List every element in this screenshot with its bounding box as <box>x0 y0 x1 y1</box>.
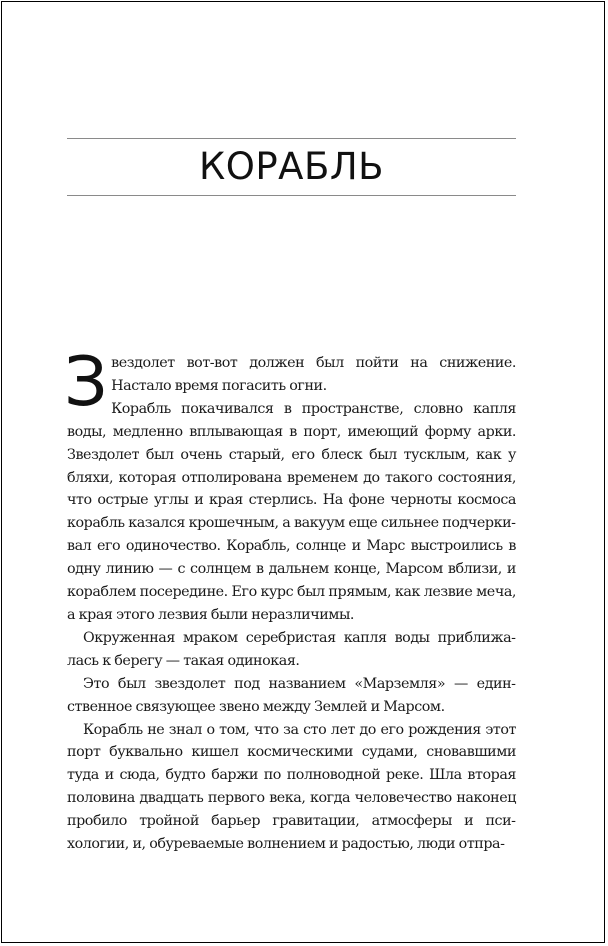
paragraph-4: Это был звездолет под названием «Марземля» — единственное связующее звено между Землей и Марсом. <box>67 675 516 715</box>
paragraph-1 <box>64 343 516 422</box>
book-page <box>1 1 605 943</box>
paragraph-3: Окруженная мраком серебристая капля воды приближалась к берегу — такая одинокая. <box>67 629 516 669</box>
drop-cap: З <box>64 343 108 422</box>
paragraph-2: Корабль покачивался в пространстве, словно капля воды, медленно вплывающая в порт, имеющий форму арки. Звездолет был очень старый, его блеск был тусклым, как у бляхи, которая отполирована временем до такого состояния, что острые углы и края стерлись. На фоне черноты космоса корабль казался крошечным, а вакуум еще сильнее подчеркивал его одиночество. Корабль, солнце и Марс выстроились в одну линию — с солнцем в дальнем конце, Марсом вблизи, и кораблем посередине. Его курс был прямым, как лезвие меча, а края этого лезвия были неразличимы. <box>67 400 516 623</box>
chapter-title: КОРАБЛЬ <box>198 145 385 188</box>
chapter-header <box>67 138 516 196</box>
body-text <box>64 343 516 856</box>
paragraph-5: Корабль не знал о том, что за сто лет до его рождения этот порт буквально кишел космическими судами, сновавшими туда и сюда, будто баржи по полноводной реке. Шла вторая половина двадцать первого века, когда человечество наконец пробило тройной барьер гравитации, атмосферы и психологии, и, обуреваемые волнением и радостью, люди отпра- <box>67 721 516 853</box>
paragraph-1-text: вездолет вот-вот должен был пойти на снижение. Настало время погасить огни. <box>111 355 516 394</box>
